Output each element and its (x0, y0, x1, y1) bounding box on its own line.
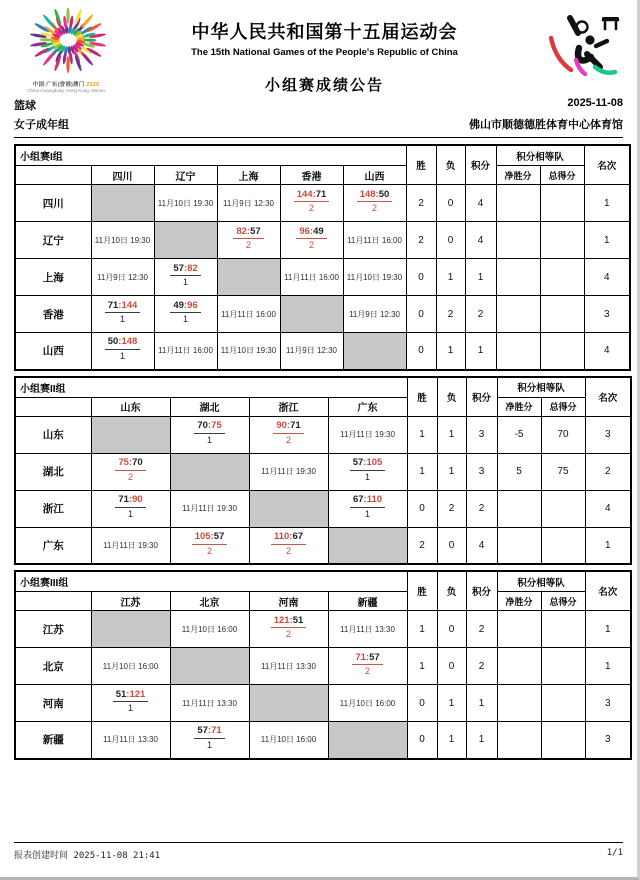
header-titles (118, 8, 531, 95)
emblem-petal (42, 51, 55, 66)
match-score-cell: $\frac{75:70}{2}$ (91, 453, 170, 490)
points-cell: 3 (466, 453, 497, 490)
total-points-cell: 75 (541, 453, 585, 490)
match-time-cell: 11月10日 16:00 (249, 722, 328, 759)
rank-cell: 3 (584, 296, 630, 333)
group-tables-container (0, 138, 637, 760)
team-row (15, 611, 631, 648)
corner-cell (15, 166, 91, 185)
match-score-cell: $\frac{110:67}{2}$ (249, 527, 328, 564)
column-header: 负 (437, 571, 466, 611)
match-score-cell: $\frac{105:57}{2}$ (170, 527, 249, 564)
group-title: 小组赛I组 (15, 145, 406, 166)
match-score-cell: $\frac{57:71}{1}$ (170, 722, 249, 759)
rank-cell: 1 (585, 648, 631, 685)
diagonal-cell (170, 453, 249, 490)
total-points-cell (541, 611, 585, 648)
rank-cell: 1 (584, 185, 630, 222)
diagonal-cell (343, 333, 406, 370)
match-score-cell: $\frac{67:110}{1}$ (328, 490, 407, 527)
points-cell: 4 (465, 185, 496, 222)
diagonal-cell (280, 296, 343, 333)
net-points-cell (497, 685, 541, 722)
points-cell: 1 (465, 259, 496, 296)
rank-cell: 1 (585, 611, 631, 648)
net-points-cell (496, 333, 540, 370)
corner-cell (15, 397, 91, 416)
document-title: 小组赛成绩公告 (264, 77, 384, 94)
games-title-en: The 15th National Games of the People's Republic of China (191, 47, 458, 58)
column-header-tie-group: 积分相等队 (497, 377, 585, 398)
match-score-cell: $\frac{51:121}{1}$ (91, 685, 170, 722)
team-name: 香港 (15, 296, 91, 333)
losses-cell: 1 (437, 685, 466, 722)
match-time-cell: 11月11日 13:30 (170, 685, 249, 722)
created-time-label: 报表创建时间 2025-11-08 21:41 (14, 851, 161, 861)
column-header: 负 (437, 377, 466, 417)
wins-cell: 1 (407, 648, 437, 685)
match-score-cell: $\frac{50:148}{1}$ (91, 333, 154, 370)
match-time-cell: 11月11日 13:30 (328, 611, 407, 648)
games-title-cn: 中华人民共和国第十五届运动会 (191, 22, 458, 42)
losses-cell: 2 (437, 490, 466, 527)
team-row (15, 527, 631, 564)
rank-cell: 3 (585, 685, 631, 722)
column-subheader: 总得分 (541, 592, 585, 611)
column-header: 积分 (465, 145, 496, 185)
group-table-1 (14, 144, 631, 371)
games-emblem (14, 8, 118, 93)
total-points-cell (540, 333, 584, 370)
match-score-cell: $\frac{57:105}{1}$ (328, 453, 407, 490)
team-name: 河南 (15, 685, 91, 722)
match-score-cell: $\frac{148:50}{2}$ (343, 185, 406, 222)
wins-cell: 0 (406, 333, 436, 370)
points-cell: 2 (466, 648, 497, 685)
diagonal-cell (249, 685, 328, 722)
losses-cell: 0 (437, 648, 466, 685)
rank-cell: 3 (585, 722, 631, 759)
match-time-cell: 11月10日 19:30 (91, 222, 154, 259)
points-cell: 2 (465, 296, 496, 333)
team-row (15, 685, 631, 722)
column-header-tie-group: 积分相等队 (497, 571, 585, 592)
losses-cell: 0 (437, 527, 466, 564)
match-time-cell: 11月11日 13:30 (249, 648, 328, 685)
match-score-cell: $\frac{96:49}{2}$ (280, 222, 343, 259)
match-time-cell: 11月11日 19:30 (91, 527, 170, 564)
emblem-petal (81, 14, 94, 29)
match-time-cell: 11月10日 16:00 (91, 648, 170, 685)
wins-cell: 0 (407, 722, 437, 759)
column-header: 胜 (407, 377, 437, 417)
losses-cell: 1 (436, 259, 465, 296)
wins-cell: 0 (406, 296, 436, 333)
diagonal-cell (91, 416, 170, 453)
match-time-cell: 11月11日 16:00 (154, 333, 217, 370)
points-cell: 3 (466, 416, 497, 453)
losses-cell: 2 (436, 296, 465, 333)
group-title: 小组赛II组 (15, 377, 407, 398)
losses-cell: 1 (437, 453, 466, 490)
diagonal-cell (249, 490, 328, 527)
team-name: 广东 (15, 527, 91, 564)
column-header-rank: 名次 (584, 145, 630, 185)
diagonal-cell (91, 185, 154, 222)
wins-cell: 2 (406, 222, 436, 259)
basketball-pictogram-icon (543, 10, 623, 90)
match-time-cell: 11月10日 16:00 (170, 611, 249, 648)
opponent-header: 北京 (170, 592, 249, 611)
team-name: 湖北 (15, 453, 91, 490)
losses-cell: 0 (436, 222, 465, 259)
match-time-cell: 11月11日 16:00 (217, 296, 280, 333)
match-time-cell: 11月10日 16:00 (328, 685, 407, 722)
report-meta (0, 97, 637, 132)
match-score-cell: $\frac{71:90}{1}$ (91, 490, 170, 527)
opponent-header: 江苏 (91, 592, 170, 611)
opponent-header: 山东 (91, 397, 170, 416)
column-header: 积分 (466, 377, 497, 417)
team-name: 上海 (15, 259, 91, 296)
rank-cell: 2 (585, 453, 631, 490)
total-points-cell (541, 648, 585, 685)
match-score-cell: $\frac{121:51}{2}$ (249, 611, 328, 648)
match-time-cell: 11月11日 16:00 (280, 259, 343, 296)
total-points-cell (541, 490, 585, 527)
emblem-caption-en: China Guangdong, Hong Kong, Macao (27, 88, 105, 93)
team-name: 四川 (15, 185, 91, 222)
rank-cell: 4 (585, 490, 631, 527)
corner-cell (15, 592, 91, 611)
wins-cell: 1 (407, 416, 437, 453)
match-score-cell: $\frac{144:71}{2}$ (280, 185, 343, 222)
emblem-petal (66, 8, 69, 24)
rank-cell: 4 (584, 333, 630, 370)
wins-cell: 1 (407, 453, 437, 490)
points-cell: 1 (466, 722, 497, 759)
column-header: 负 (436, 145, 465, 185)
match-score-cell: $\frac{57:82}{1}$ (154, 259, 217, 296)
net-points-cell: -5 (497, 416, 541, 453)
report-date: 2025-11-08 (567, 97, 623, 109)
column-header: 胜 (406, 145, 436, 185)
opponent-header: 上海 (217, 166, 280, 185)
match-time-cell: 11月9日 12:30 (91, 259, 154, 296)
diagonal-cell (170, 648, 249, 685)
team-name: 山东 (15, 416, 91, 453)
points-cell: 4 (465, 222, 496, 259)
age-group-label: 女子成年组 (14, 119, 69, 131)
opponent-header: 辽宁 (154, 166, 217, 185)
total-points-cell (541, 685, 585, 722)
opponent-header: 山西 (343, 166, 406, 185)
rank-cell: 4 (584, 259, 630, 296)
venue-label: 佛山市顺德德胜体育中心体育馆 (469, 119, 623, 131)
team-name: 北京 (15, 648, 91, 685)
opponent-header: 四川 (91, 166, 154, 185)
opponent-header: 香港 (280, 166, 343, 185)
column-header: 胜 (407, 571, 437, 611)
match-time-cell: 11月9日 12:30 (217, 185, 280, 222)
diagonal-cell (328, 722, 407, 759)
total-points-cell: 70 (541, 416, 585, 453)
emblem-petal (39, 38, 52, 41)
team-name: 浙江 (15, 490, 91, 527)
losses-cell: 1 (437, 722, 466, 759)
losses-cell: 0 (436, 185, 465, 222)
net-points-cell (497, 527, 541, 564)
team-name: 江苏 (15, 611, 91, 648)
match-score-cell: $\frac{90:71}{2}$ (249, 416, 328, 453)
wins-cell: 0 (406, 259, 436, 296)
diagonal-cell (217, 259, 280, 296)
rank-cell: 3 (585, 416, 631, 453)
total-points-cell (540, 259, 584, 296)
total-points-cell (541, 527, 585, 564)
rank-cell: 1 (585, 527, 631, 564)
page-number: 1/1 (606, 848, 623, 858)
column-subheader: 总得分 (540, 166, 584, 185)
emblem-petal (83, 39, 96, 42)
report-footer (14, 842, 623, 861)
total-points-cell (540, 222, 584, 259)
emblem-petal (81, 51, 94, 66)
match-time-cell: 11月11日 19:30 (328, 416, 407, 453)
column-subheader: 净胜分 (496, 166, 540, 185)
match-score-cell: $\frac{70:75}{1}$ (170, 416, 249, 453)
opponent-header: 广东 (328, 397, 407, 416)
team-row (15, 185, 630, 222)
match-time-cell: 11月9日 12:30 (280, 333, 343, 370)
match-time-cell: 11月10日 19:30 (343, 259, 406, 296)
sport-label: 篮球 (14, 100, 36, 112)
rank-cell: 1 (584, 222, 630, 259)
diagonal-cell (154, 222, 217, 259)
match-time-cell: 11月11日 19:30 (170, 490, 249, 527)
emblem-caption-cn: 中国·广东(香港)澳门 2025 (32, 82, 100, 88)
opponent-header: 新疆 (328, 592, 407, 611)
points-cell: 1 (466, 685, 497, 722)
group-title: 小组赛III组 (15, 571, 407, 592)
column-subheader: 净胜分 (497, 592, 541, 611)
team-row (15, 416, 631, 453)
team-row (15, 259, 630, 296)
wins-cell: 2 (407, 527, 437, 564)
match-time-cell: 11月11日 16:00 (343, 222, 406, 259)
match-time-cell: 11月11日 13:30 (91, 722, 170, 759)
report-header (0, 0, 637, 95)
net-points-cell (496, 259, 540, 296)
opponent-header: 湖北 (170, 397, 249, 416)
total-points-cell (540, 296, 584, 333)
match-time-cell: 11月11日 19:30 (249, 453, 328, 490)
group-table-3 (14, 570, 632, 760)
team-row (15, 296, 630, 333)
team-row (15, 222, 630, 259)
sport-pictogram (531, 8, 623, 95)
opponent-header: 河南 (249, 592, 328, 611)
diagonal-cell (91, 611, 170, 648)
column-header-tie-group: 积分相等队 (496, 145, 584, 166)
match-score-cell: $\frac{82:57}{2}$ (217, 222, 280, 259)
total-points-cell (541, 722, 585, 759)
team-name: 山西 (15, 333, 91, 370)
wins-cell: 1 (407, 611, 437, 648)
team-row (15, 722, 631, 759)
wins-cell: 2 (406, 185, 436, 222)
diagonal-cell (328, 527, 407, 564)
losses-cell: 0 (437, 611, 466, 648)
team-row (15, 490, 631, 527)
match-score-cell: $\frac{71:144}{1}$ (91, 296, 154, 333)
column-header-rank: 名次 (585, 571, 631, 611)
losses-cell: 1 (437, 416, 466, 453)
column-header-rank: 名次 (585, 377, 631, 417)
column-subheader: 净胜分 (497, 397, 541, 416)
points-cell: 4 (466, 527, 497, 564)
column-subheader: 总得分 (541, 397, 585, 416)
net-points-cell (496, 222, 540, 259)
net-points-cell (497, 648, 541, 685)
net-points-cell (497, 611, 541, 648)
points-cell: 1 (465, 333, 496, 370)
net-points-cell (496, 185, 540, 222)
wins-cell: 0 (407, 685, 437, 722)
team-row (15, 453, 631, 490)
emblem-petal (42, 14, 55, 29)
net-points-cell (497, 490, 541, 527)
match-score-cell: $\frac{71:57}{2}$ (328, 648, 407, 685)
net-points-cell: 5 (497, 453, 541, 490)
losses-cell: 1 (436, 333, 465, 370)
team-name: 新疆 (15, 722, 91, 759)
match-time-cell: 11月9日 12:30 (343, 296, 406, 333)
opponent-header: 浙江 (249, 397, 328, 416)
net-points-cell (496, 296, 540, 333)
column-header: 积分 (466, 571, 497, 611)
net-points-cell (497, 722, 541, 759)
points-cell: 2 (466, 611, 497, 648)
emblem-petal (66, 56, 69, 73)
team-name: 辽宁 (15, 222, 91, 259)
match-time-cell: 11月10日 19:30 (217, 333, 280, 370)
team-row (15, 333, 630, 370)
wins-cell: 0 (407, 490, 437, 527)
team-row (15, 648, 631, 685)
games-emblem-logo (24, 8, 108, 74)
match-time-cell: 11月10日 19:30 (154, 185, 217, 222)
match-score-cell: $\frac{49:96}{1}$ (154, 296, 217, 333)
total-points-cell (540, 185, 584, 222)
points-cell: 2 (466, 490, 497, 527)
group-table-2 (14, 376, 632, 566)
